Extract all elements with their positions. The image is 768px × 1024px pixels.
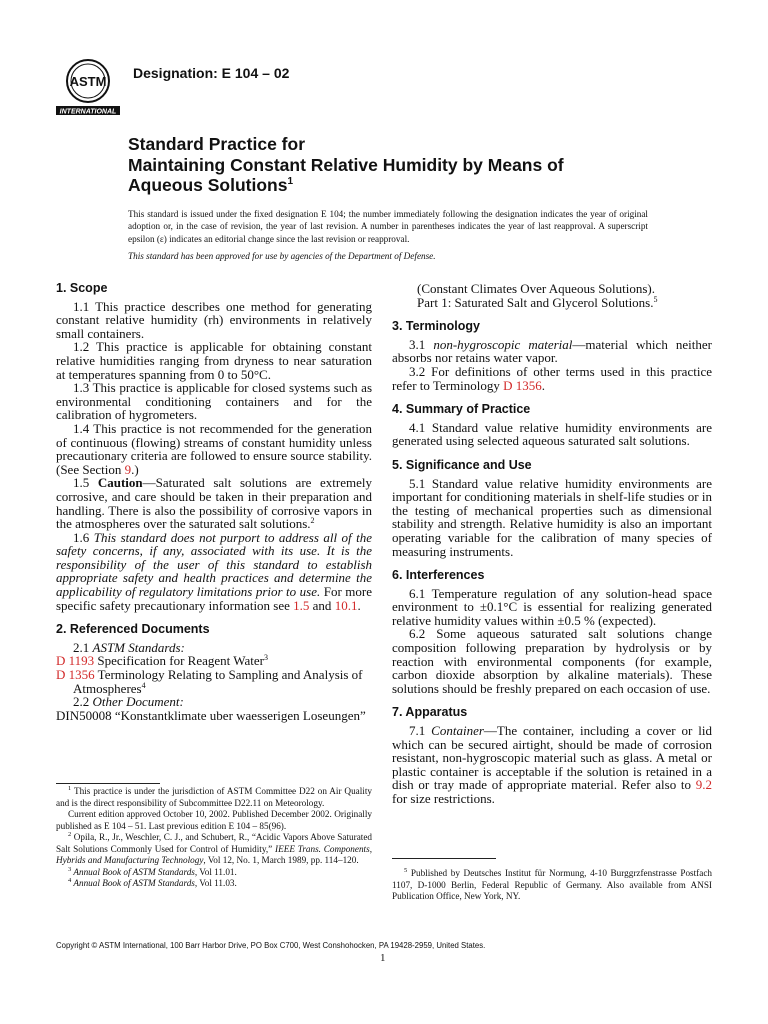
ref-din50008-cont-2 <box>392 296 712 310</box>
ref-d1356-title: Terminology Relating to Sampling and Analysis of Atmospheres <box>73 667 363 696</box>
footnote-1 <box>56 786 372 809</box>
logo-text: ASTM <box>69 74 107 89</box>
link-section-1-5[interactable]: 1.5 <box>293 597 310 613</box>
footnote-5-text: Published by Deutsches Institut für Normung, 4-10 Burggrzfenstrasse Postfach 1107, D-1000 Berlin, Federal Republic of Germany. Also available from ANSI Publication Office, New York, NY. <box>392 868 712 901</box>
scope-1-5-number: 1.5 <box>73 475 98 491</box>
footnote-rule-left <box>56 783 160 784</box>
terminology-3-2 <box>392 365 712 392</box>
apparatus-7-1-end: for size restrictions. <box>392 791 495 806</box>
scope-1-6-text: For more specific safety precautionary information see <box>56 584 372 613</box>
footnote-3-mark: 3 <box>68 865 72 873</box>
section-heading-terminology: 3. Terminology <box>392 319 480 334</box>
title-line-3-text: Aqueous Solutions <box>128 175 288 195</box>
approval-notice: This standard has been approved for use by agencies of the Department of Defense. <box>128 251 436 261</box>
term-container: Container <box>431 723 484 739</box>
ref-d1193-title: Specification for Reagent Water <box>94 653 264 669</box>
scope-1-6-and: and <box>309 597 335 613</box>
footnote-1-mark: 1 <box>68 785 72 792</box>
astm-logo <box>56 56 120 118</box>
refdocs-2-1-number: 2.1 <box>73 639 93 655</box>
scope-1-6-number: 1.6 <box>73 529 94 545</box>
title-line-1: Standard Practice for <box>128 134 305 154</box>
footnote-2-mark: 2 <box>68 831 72 838</box>
terminology-3-1-text: —material which neither absorbs nor retains water vapor. <box>392 336 712 366</box>
section-heading-significance: 5. Significance and Use <box>392 457 532 472</box>
refdocs-2-2-number: 2.2 <box>73 694 93 710</box>
issuance-notice: This standard is issued under the fixed designation E 104; the number immediately following the designation indicates the year of original adoption or, in the case of revision, the year of last revision. A number in parentheses indicates the year of last reapproval. A superscript epsilon (ε) indicates an editorial change since the last revision or reapproval. <box>128 209 648 244</box>
apparatus-7-1-text: —The container, including a cover or lid which can be secured airtight, should be made of corrosion resistant, non-hygroscopic material such as glass. A metal or plastic container is acceptable if the solution is retained in a dish or tray made of appropriate material. Refer also to <box>392 723 712 793</box>
footnote-2-journal: IEEE Trans. Components, Hybrids and Manufacturing Technology <box>56 843 372 865</box>
link-section-9[interactable]: 9 <box>124 461 132 477</box>
term-non-hygroscopic: non-hygroscopic material <box>433 336 573 352</box>
designation: Designation: E 104 – 02 <box>133 65 290 81</box>
footnotes-left <box>56 786 372 890</box>
footnote-2-end: , Vol 12, No. 1, March 1989, pp. 114–120. <box>203 855 359 865</box>
footnotes-right <box>392 868 712 903</box>
footnote-5 <box>392 868 712 903</box>
other-document-label: Other Document: <box>92 694 184 710</box>
section-heading-summary: 4. Summary of Practice <box>392 402 531 417</box>
terminology-3-1-number: 3.1 <box>409 336 434 352</box>
footnote-2-text: Opila, R., Jr., Weschler, C. J., and Schubert, R., “Acidic Vapors Above Saturated Salt Solutions Commonly Used for Control of Humidity,” <box>56 832 372 854</box>
terminology-3-2-end: . <box>541 377 546 393</box>
footnote-1-edition: Current edition approved October 10, 2002. Published December 2002. Originally published as E 104 – 51. Last previous edition E 104 – 85(96). <box>56 809 372 831</box>
title-line-3 <box>128 175 688 196</box>
title-line-2: Maintaining Constant Relative Humidity by Means of <box>128 154 564 175</box>
copyright-notice: Copyright © ASTM International, 100 Barr Harbor Drive, PO Box C700, West Conshohocken, PA 19428-2959, United States. <box>56 941 486 950</box>
page-number: 1 <box>380 952 386 964</box>
footnote-4 <box>56 878 372 890</box>
footnote-4-volume: , Vol 11.03. <box>194 878 237 888</box>
ref-d1356 <box>56 668 372 695</box>
left-column <box>56 282 372 722</box>
footnote-4-book: Annual Book of ASTM Standards <box>71 878 195 888</box>
footnote-mark-3: 3 <box>263 653 268 663</box>
scope-1-1: 1.1 This practice describes one method for generating constant relative humidity (rh) environments in relatively small containers. <box>56 298 372 341</box>
link-d1356[interactable]: D 1356 <box>56 667 95 683</box>
section-heading-apparatus: 7. Apparatus <box>392 705 468 720</box>
astm-standards-label: ASTM Standards: <box>92 639 185 655</box>
section-heading-scope: 1. Scope <box>56 281 108 295</box>
significance-5-1: 5.1 Standard value relative humidity environments are important for conditioning materials in shelf-life studies or in the testing of mechanical properties such as dimensional stability and strength. Relative humidity is also an important operating variable for the calibration of many species of measuring instruments. <box>392 475 712 559</box>
section-heading-referenced-documents: 2. Referenced Documents <box>56 622 210 637</box>
right-column <box>392 282 712 806</box>
logo-subtext: INTERNATIONAL <box>59 108 117 116</box>
caution-label: Caution <box>97 475 143 491</box>
refdocs-2-2 <box>56 695 372 709</box>
ref-din50008: DIN50008 “Konstantklimate uber waesserigen Loseungen” <box>56 707 366 723</box>
interferences-6-1: 6.1 Temperature regulation of any solution-head space environment to ±0.1°C is essential for realizing generated relative humidity values within ±0.5 % (expected). <box>392 585 712 628</box>
link-d1193[interactable]: D 1193 <box>56 653 95 669</box>
summary-4-1: 4.1 Standard value relative humidity environments are generated using selected aqueous saturated salt solutions. <box>392 419 712 449</box>
scope-1-5 <box>56 476 372 530</box>
footnote-mark-4: 4 <box>141 680 146 690</box>
scope-1-5-text: —Saturated salt solutions are extremely corrosive, and care should be taken in their preparation and handling. There is also the possibility of corrosive vapors in the atmospheres over the saturated salt solutions. <box>56 475 372 532</box>
ref-din50008-cont-1: (Constant Climates Over Aqueous Solutions). <box>417 281 655 296</box>
ref-d1193 <box>56 654 372 668</box>
apparatus-7-1 <box>392 724 712 806</box>
footnote-mark-5: 5 <box>653 294 658 304</box>
footnote-1-text: This practice is under the jurisdiction of ASTM Committee D22 on Air Quality and is the direct responsibility of Subcommittee D22.11 on Meteorology. <box>56 786 372 808</box>
refdocs-2-1 <box>56 641 372 655</box>
ref-din50008-part: Part 1: Saturated Salt and Glycerol Solutions. <box>417 294 654 310</box>
scope-1-3: 1.3 This practice is applicable for closed systems such as environmental conditioning containers and for the calibration of hygrometers. <box>56 380 372 423</box>
scope-1-6-end: . <box>357 597 361 613</box>
section-heading-interferences: 6. Interferences <box>392 568 485 583</box>
terminology-3-1 <box>392 338 712 365</box>
footnote-3-book: Annual Book of ASTM Standards <box>71 866 195 877</box>
footnote-5-mark: 5 <box>404 867 408 874</box>
document-title <box>128 134 688 196</box>
interferences-6-2: 6.2 Some aqueous saturated salt solutions change composition following preparation by hydrolysis or by reaction with environmental components (for example, carbon dioxide absorption by alkaline materials). These solutions should be freshly prepared on each occasion of use. <box>392 626 712 696</box>
footnote-rule-right <box>392 858 496 859</box>
footnote-mark-2: 2 <box>310 516 315 526</box>
scope-1-4 <box>56 422 372 476</box>
scope-1-4-end: .) <box>131 461 139 477</box>
apparatus-7-1-number: 7.1 <box>409 723 432 739</box>
footnote-4-mark: 4 <box>68 877 72 884</box>
terminology-3-2-text: 3.2 For definitions of other terms used in this practice refer to Terminology <box>392 363 712 393</box>
scope-1-4-text: 1.4 This practice is not recommended for the generation of continuous (flowing) streams of constant humidity unless precautionary criteria are followed to ensure source stability. (See Section <box>56 420 372 477</box>
footnote-3-volume: , Vol 11.01. <box>194 866 237 877</box>
link-section-10-1[interactable]: 10.1 <box>334 597 358 613</box>
link-section-9-2[interactable]: 9.2 <box>695 777 712 793</box>
title-footnote-mark: 1 <box>287 176 294 187</box>
footnote-2 <box>56 832 372 867</box>
scope-1-2: 1.2 This practice is applicable for obtaining constant relative humidities ranging from dryness to near saturation at temperatures spanning from 0 to 50°C. <box>56 339 372 382</box>
footnote-3 <box>56 867 372 879</box>
link-d1356-terminology[interactable]: D 1356 <box>503 377 542 393</box>
scope-1-6 <box>56 531 372 613</box>
safety-statement: This standard does not purport to address all of the safety concerns, if any, associated with its use. It is the responsibility of the user of this standard to establish appropriate safety and health practices and determine the applicability of regulatory limitations prior to use. <box>56 529 372 600</box>
